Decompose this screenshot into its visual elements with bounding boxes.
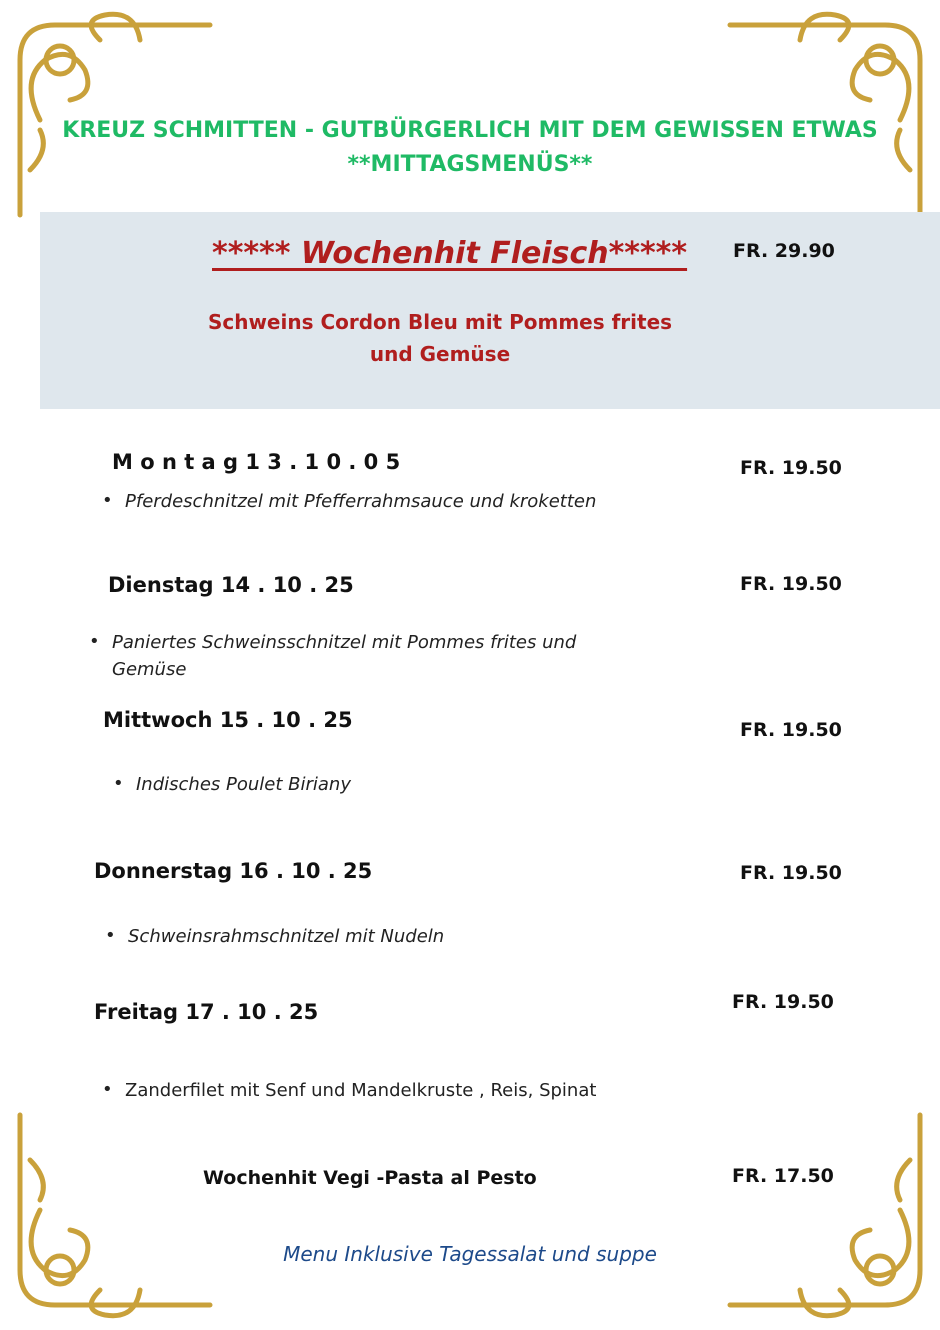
bullet-dot-icon: • xyxy=(113,773,124,794)
price-thursday: FR. 19.50 xyxy=(740,862,842,884)
bullet-dot-icon: • xyxy=(105,925,116,946)
weekly-hit-desc-line2: und Gemüse xyxy=(369,342,511,366)
price-tuesday: FR. 19.50 xyxy=(740,573,842,595)
dish-monday: Pferdeschnitzel mit Pfefferrahmsauce und kroketten xyxy=(125,491,597,512)
ornament-corner-bottom-right-icon xyxy=(720,1110,940,1330)
price-monday: FR. 19.50 xyxy=(740,457,842,479)
price-friday: FR. 19.50 xyxy=(732,991,834,1013)
day-label-wednesday: Mittwoch 15 . 10 . 25 xyxy=(103,708,353,732)
bullet-dot-icon: • xyxy=(102,490,113,511)
ornament-corner-top-right-icon xyxy=(720,0,940,220)
dish-tuesday-line2: Gemüse xyxy=(112,659,187,680)
bullet-dot-icon: • xyxy=(89,631,100,652)
weekly-hit-title: ***** Wochenhit Fleisch***** xyxy=(212,236,688,271)
ornament-corner-bottom-left-icon xyxy=(0,1110,220,1330)
dish-tuesday-line1: Paniertes Schweinsschnitzel mit Pommes frites und xyxy=(112,632,577,653)
bullet-dot-icon: • xyxy=(102,1079,113,1100)
weekly-hit-desc-line1: Schweins Cordon Bleu mit Pommes frites xyxy=(207,310,673,334)
day-label-friday: Freitag 17 . 10 . 25 xyxy=(94,1000,319,1024)
menu-footer-note: Menu Inklusive Tagessalat und suppe xyxy=(283,1242,657,1266)
day-label-thursday: Donnerstag 16 . 10 . 25 xyxy=(94,859,373,883)
dish-thursday: Schweinsrahmschnitzel mit Nudeln xyxy=(128,926,445,947)
price-wednesday: FR. 19.50 xyxy=(740,719,842,741)
weekly-hit-description xyxy=(200,306,680,370)
dish-friday: Zanderfilet mit Senf und Mandelkruste , Reis, Spinat xyxy=(125,1080,597,1101)
veg-hit-price: FR. 17.50 xyxy=(732,1165,834,1187)
veg-hit-label: Wochenhit Vegi -Pasta al Pesto xyxy=(203,1167,537,1189)
ornament-corner-top-left-icon xyxy=(0,0,220,220)
day-label-tuesday: Dienstag 14 . 10 . 25 xyxy=(108,573,354,597)
weekly-hit-price: FR. 29.90 xyxy=(733,240,835,262)
dish-wednesday: Indisches Poulet Biriany xyxy=(136,774,351,795)
menu-heading: **MITTAGSMENÜS** xyxy=(347,152,593,177)
restaurant-title: KREUZ SCHMITTEN - GUTBÜRGERLICH MIT DEM GEWISSEN ETWAS xyxy=(62,118,878,143)
day-label-monday: M o n t a g 1 3 . 1 0 . 0 5 xyxy=(112,450,401,474)
